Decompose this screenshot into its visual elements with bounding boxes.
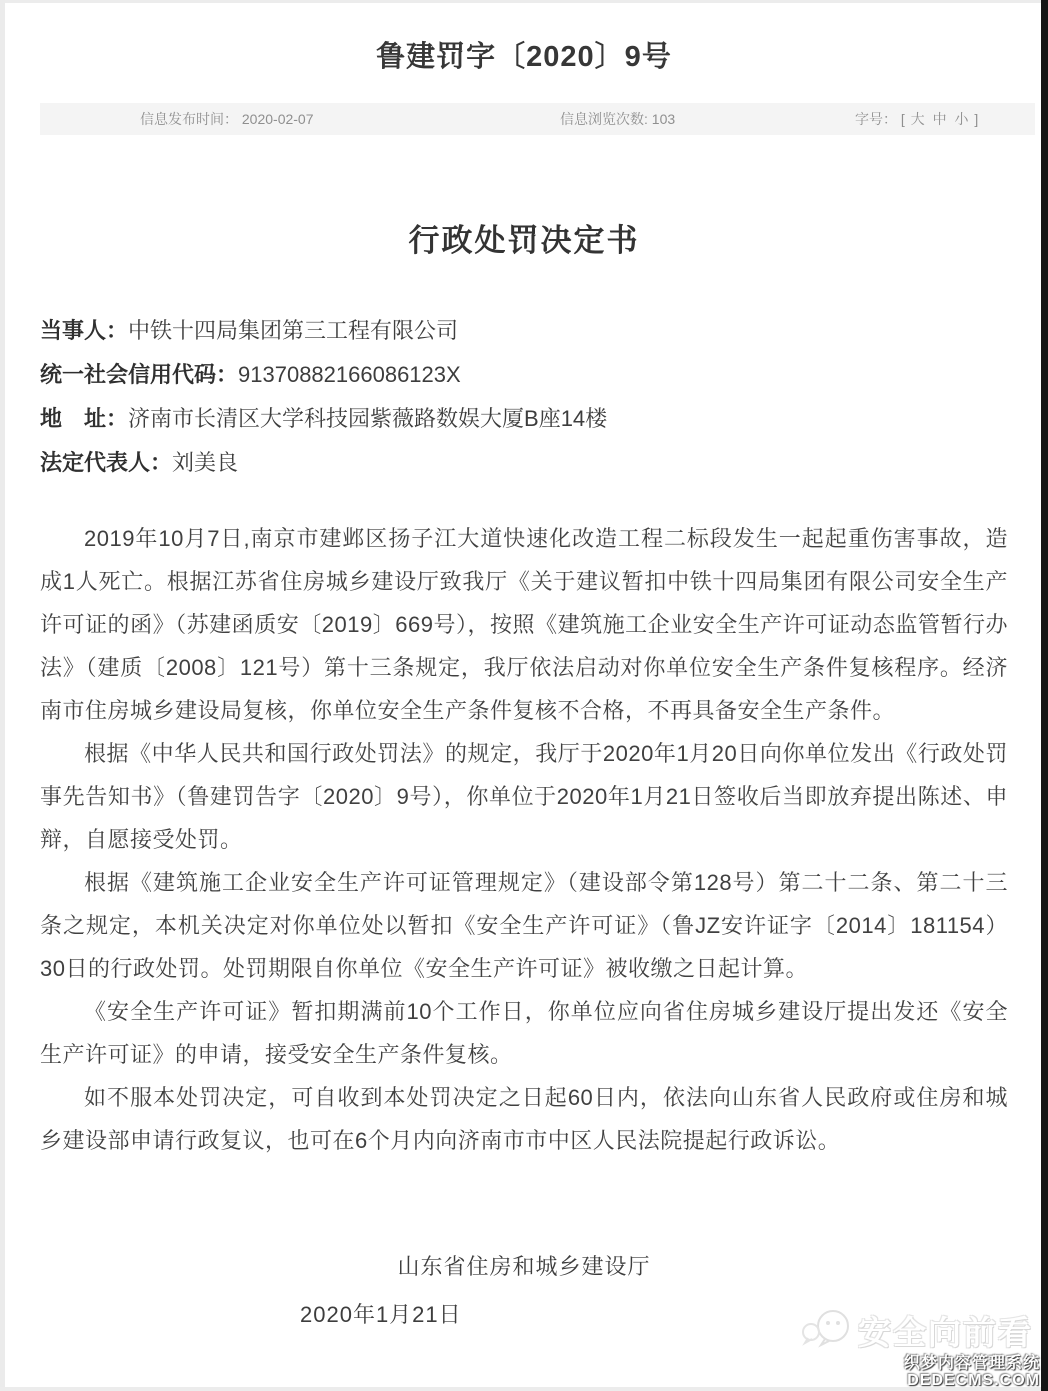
cms-domain-text: DEDECMS.COM bbox=[907, 1372, 1040, 1389]
field-legal-rep bbox=[40, 448, 1008, 477]
publish-time-value: 2020-02-07 bbox=[241, 111, 314, 127]
fontsize-label: 字号： bbox=[855, 111, 897, 127]
paragraph-appeal-rights: 如不服本处罚决定，可自收到本处罚决定之日起60日内，依法向山东省人民政府或住房和城乡建设部申请行政复议，也可在6个月内向济南市市中区人民法院提起行政诉讼。 bbox=[40, 1085, 1008, 1153]
watermark bbox=[800, 1306, 1040, 1389]
paragraph-license-return: 《安全生产许可证》暂扣期满前10个工作日，你单位应向省住房城乡建设厅提出发还《安全生产许可证》的申请，接受安全生产条件复核。 bbox=[40, 999, 1008, 1067]
field-address-label: 地 址： bbox=[40, 406, 129, 431]
page-edge-right bbox=[1041, 0, 1048, 1391]
watermark-brand-text: 安全向前看 bbox=[858, 1314, 1033, 1351]
fontsize-large-link[interactable]: 大 bbox=[910, 111, 925, 127]
page-edge-left bbox=[0, 0, 5, 1391]
page-edge-top bbox=[0, 0, 1048, 3]
views-value: 103 bbox=[651, 111, 676, 127]
watermark-brand-row bbox=[800, 1306, 1040, 1355]
signature-date: 2020年1月21日 bbox=[300, 1302, 462, 1327]
party-info-fields bbox=[40, 316, 1008, 477]
fontsize-medium-link[interactable]: 中 bbox=[932, 111, 947, 127]
meta-bar bbox=[40, 103, 1035, 135]
field-party bbox=[40, 316, 1008, 345]
paragraph-incident: 2019年10月7日,南京市建邺区扬子江大道快速化改造工程二标段发生一起起重伤害事故，造成1人死亡。根据江苏省住房城乡建设厅致我厅《关于建议暂扣中铁十四局集团有限公司安全生产许可证的函》（苏建函质安〔2019〕669号），按照《建筑施工企业安全生产许可证动态监管暂行办法》（建质〔2008〕121号）第十三条规定，我厅依法启动对你单位安全生产条件复核程序。经济南市住房城乡建设局复核，你单位安全生产条件复核不合格，不再具备安全生产条件。 bbox=[40, 526, 1008, 723]
chat-bubbles-logo-icon bbox=[800, 1306, 852, 1355]
signature-organization: 山东省住房和城乡建设厅 bbox=[397, 1254, 651, 1279]
field-party-label: 当事人： bbox=[40, 318, 129, 343]
field-credit-code bbox=[40, 360, 1008, 389]
paragraph-penalty-decision: 根据《建筑施工企业安全生产许可证管理规定》（建设部令第128号）第二十二条、第二十三条之规定，本机关决定对你单位处以暂扣《安全生产许可证》（鲁JZ安许证字〔2014〕181154）30日的行政处罚。处罚期限自你单位《安全生产许可证》被收缴之日起计算。 bbox=[40, 870, 1008, 981]
views-counter bbox=[560, 103, 675, 135]
field-legal-rep-label: 法定代表人： bbox=[40, 450, 173, 475]
field-address bbox=[40, 404, 1008, 433]
paragraph-prior-notice: 根据《中华人民共和国行政处罚法》的规定，我厅于2020年1月20日向你单位发出《行政处罚事先告知书》（鲁建罚告字〔2020〕9号），你单位于2020年1月21日签收后当即放弃提出陈述、申辩，自愿接受处罚。 bbox=[40, 741, 1008, 852]
publish-time bbox=[140, 103, 314, 135]
fontsize-small-link[interactable]: 小 bbox=[954, 111, 969, 127]
field-address-value: 济南市长清区大学科技园紫薇路数娱大厦B座14楼 bbox=[128, 406, 608, 431]
field-legal-rep-value: 刘美良 bbox=[172, 450, 239, 475]
field-party-value: 中铁十四局集团第三工程有限公司 bbox=[128, 318, 459, 343]
field-credit-code-value: 91370882166086123X bbox=[238, 362, 461, 387]
document-body bbox=[40, 517, 1008, 1162]
field-credit-code-label: 统一社会信用代码： bbox=[40, 362, 239, 387]
fontsize-switcher bbox=[855, 103, 978, 135]
fontsize-bracket-close: ] bbox=[974, 111, 979, 127]
doc-number-title: 鲁建罚字〔2020〕9号 bbox=[376, 41, 672, 73]
fontsize-bracket-open: [ bbox=[900, 111, 905, 127]
views-label: 信息浏览次数: bbox=[560, 111, 648, 127]
document-title: 行政处罚决定书 bbox=[408, 223, 640, 258]
cms-name-text: 织梦内容管理系统 bbox=[903, 1355, 1040, 1372]
publish-time-label: 信息发布时间： bbox=[140, 111, 238, 127]
